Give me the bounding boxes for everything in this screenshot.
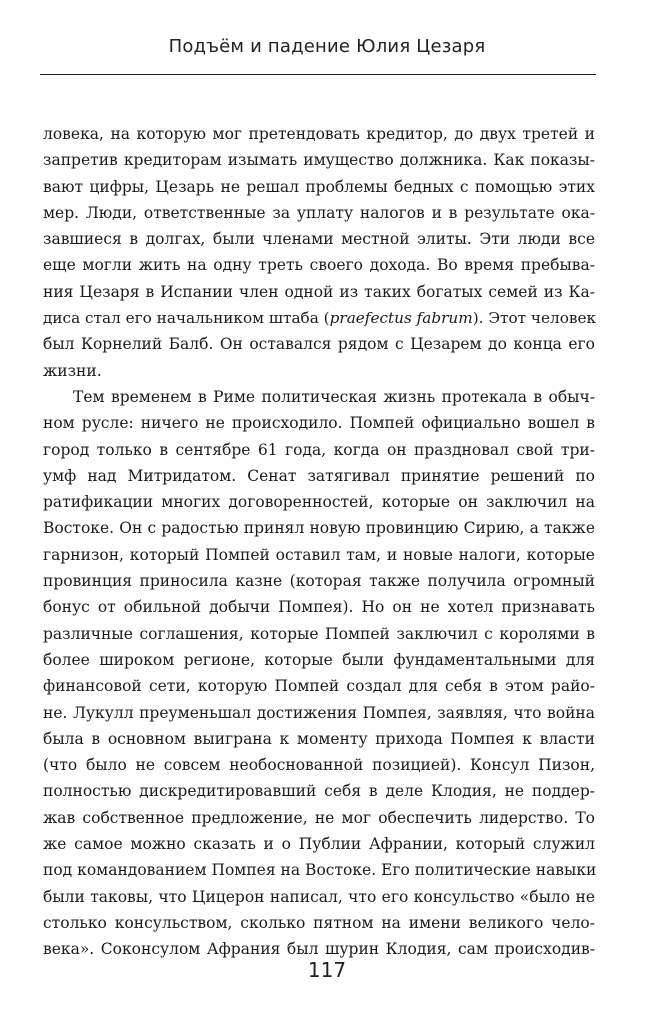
text-line: различные соглашения, которые Помпей заключил с королями в: [43, 624, 595, 643]
text-line: ратификации многих договоренностей, которые он заключил на: [43, 493, 595, 512]
text-line: мер. Люди, ответственные за уплату налогов и в результате ока-: [43, 203, 595, 222]
text-line: полностью дискредитировавший себя в деле Клодия, не поддер-: [43, 782, 595, 801]
text-line: века». Соконсулом Афрания был шурин Клодия, сам происходив-: [43, 940, 595, 959]
text-line: завшиеся в долгах, были членами местной элиты. Эти люди все: [43, 230, 595, 249]
text-line: был Корнелий Балб. Он оставался рядом с Цезарем до конца его: [43, 335, 595, 354]
text-line: ловека, на которую мог претендовать кредитор, до двух третей и: [43, 125, 595, 143]
text-line: Тем временем в Риме политическая жизнь протекала в обыч-: [73, 387, 595, 406]
text-line-with-italic: [43, 305, 595, 331]
text-line: под командованием Помпея на Востоке. Его политические навыки: [43, 861, 597, 880]
text-line: запретив кредиторам изымать имущество должника. Как показы-: [43, 151, 595, 170]
text-line: жав собственное предложение, не мог обеспечить лидерство. То: [43, 808, 595, 827]
page-number: 117: [307, 958, 347, 982]
text-line: же самое можно сказать и о Публии Афрании, который служил: [43, 835, 595, 854]
text-line: еще могли жить на одну треть своего дохода. Во время пребыва-: [43, 256, 595, 275]
text-line: была в основном выиграна к моменту прихода Помпея к власти: [43, 729, 595, 748]
text-line: ном русле: ничего не происходило. Помпей официально вошел в: [43, 414, 595, 433]
text-line: умф над Митридатом. Сенат затягивал принятие решений по: [43, 466, 595, 485]
text-span: диса стал его начальником штаба (: [43, 309, 330, 328]
text-line: (что было не совсем необоснованной позицией). Консул Пизон,: [43, 756, 595, 775]
text-line: бонус от обильной добычи Помпея). Но он не хотел признавать: [43, 598, 595, 617]
italic-term: praefectus fabrum: [329, 309, 473, 328]
text-line: не. Лукулл преуменьшал достижения Помпея, заявляя, что война: [43, 703, 595, 722]
text-line: провинция приносила казне (которая также получила огромный: [43, 572, 595, 591]
text-line: город только в сентябре 61 года, когда он праздновал свой три-: [43, 440, 595, 459]
text-line: вают цифры, Цезарь не решал проблемы бедных с помощью этих: [43, 177, 595, 196]
header-divider: [40, 74, 596, 75]
text-line: жизни.: [43, 361, 102, 380]
text-line: столько консульством, сколько пятном на имени великого чело-: [43, 913, 595, 932]
text-line: были таковы, что Цицерон написал, что его консульство «было не: [43, 887, 595, 906]
text-line: финансовой сети, которую Помпей создал для себя в этом райо-: [43, 677, 595, 696]
text-span: ). Этот человек: [472, 309, 597, 328]
text-line: гарнизон, который Помпей оставил там, и новые налоги, которые: [43, 545, 595, 564]
text-line: более широком регионе, которые были фундаментальными для: [43, 650, 595, 669]
text-line: Востоке. Он с радостью принял новую провинцию Сирию, а также: [43, 519, 595, 538]
page-body: [43, 121, 595, 963]
text-line: ния Цезаря в Испании член одной из таких богатых семей из Ка-: [43, 282, 595, 301]
running-header: Подъём и падение Юлия Цезаря: [168, 36, 486, 57]
